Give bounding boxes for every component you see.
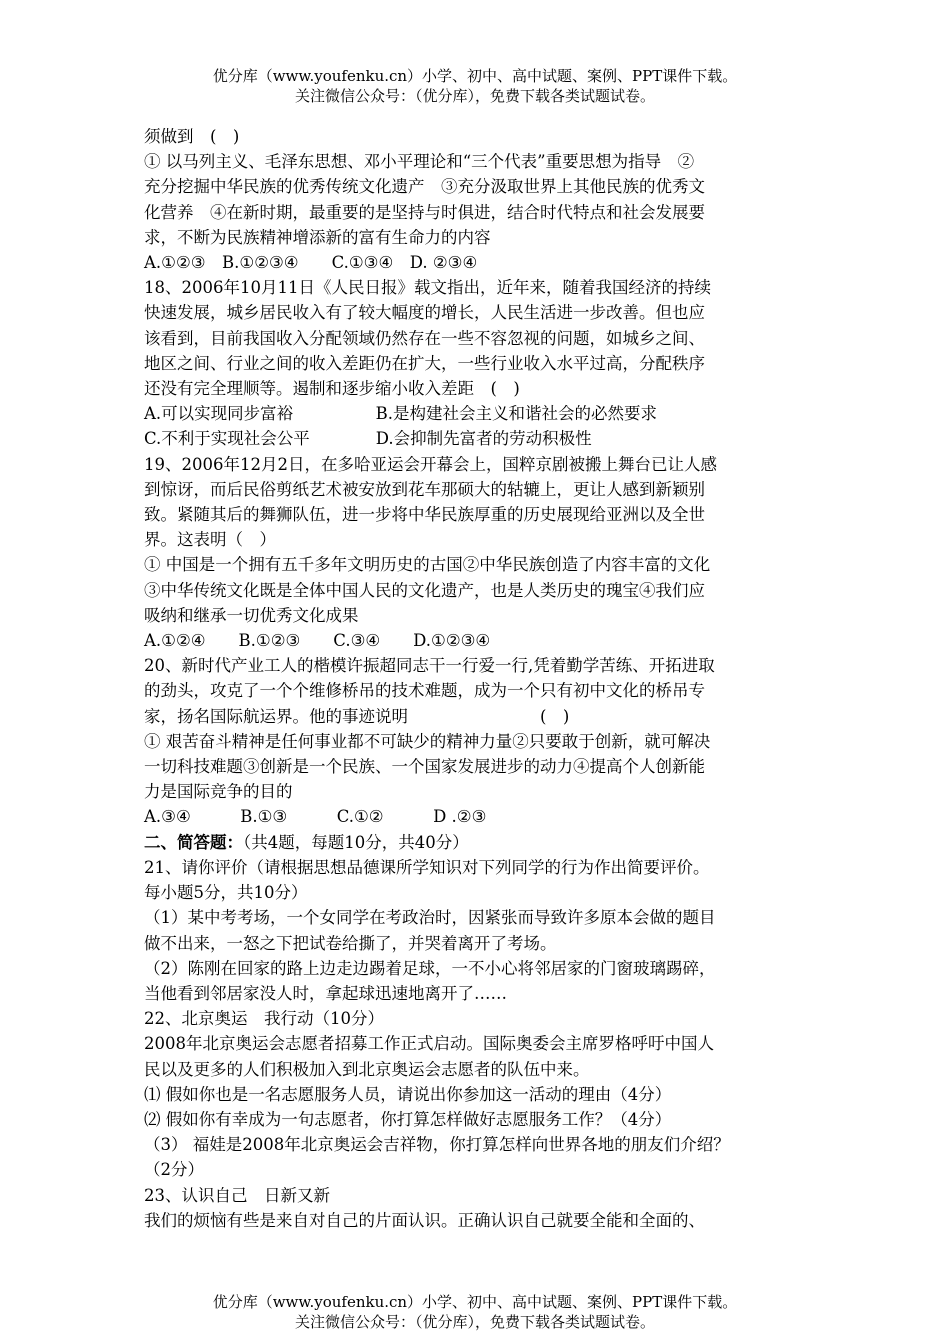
text-line: 21、请你评价（请根据思想品德课所学知识对下列同学的行为作出简要评价。	[144, 857, 710, 877]
footer-line-2: 关注微信公众号：（优分库），免费下载各类试题试卷。	[294, 1313, 655, 1331]
page-header	[0, 66, 950, 106]
page-footer	[0, 1292, 950, 1332]
text-line: 民以及更多的人们积极加入到北京奥运会志愿者的队伍中来。	[144, 1059, 590, 1079]
text-line: 力是国际竞争的目的	[144, 782, 293, 802]
text-line: 23、认识自己 日新又新	[144, 1185, 330, 1205]
text-line: 每小题5分，共10分）	[144, 883, 308, 903]
text-line: 一切科技难题③创新是一个民族、一个国家发展进步的动力④提高个人创新能	[144, 757, 705, 777]
text-line: 的劲头，攻克了一个个维修桥吊的技术难题，成为一个只有初中文化的桥吊专	[144, 681, 705, 701]
footer-line-1: 优分库（www.youfenku.cn）小学、初中、高中试题、案例、PPT课件下载。	[212, 1293, 738, 1311]
text-line: 充分挖掘中华民族的优秀传统文化遗产 ③充分汲取世界上其他民族的优秀文	[144, 177, 705, 197]
text-line: （2）陈刚在回家的路上边走边踢着足球，一不小心将邻居家的门窗玻璃踢碎，	[144, 958, 716, 978]
document-body	[144, 124, 814, 1233]
text-line: 22、北京奥运 我行动（10分）	[144, 1009, 384, 1029]
text-line: A.③④ B.①③ C.①② D .②③	[144, 807, 487, 827]
text-line: 19、2006年12月2日，在多哈亚运会开幕会上，国粹京剧被搬上舞台已让人感	[144, 454, 717, 474]
text-line: 吸纳和继承一切优秀文化成果	[144, 605, 359, 625]
section-heading: 二、简答题：	[144, 832, 243, 852]
text-line: ① 以马列主义、毛泽东思想、邓小平理论和“三个代表”重要思想为指导 ②	[144, 152, 695, 172]
header-line-2: 关注微信公众号：（优分库），免费下载各类试题试卷。	[294, 87, 655, 105]
text-line: A.可以实现同步富裕 B.是构建社会主义和谐社会的必然要求	[144, 404, 658, 424]
text-line: 该看到，目前我国收入分配领域仍然存在一些不容忽视的问题，如城乡之间、	[144, 328, 705, 348]
text-line: ③中华传统文化既是全体中国人民的文化遗产，也是人类历史的瑰宝④我们应	[144, 580, 705, 600]
text-line: 地区之间、行业之间的收入差距仍在扩大，一些行业收入水平过高，分配秩序	[144, 353, 705, 373]
text-line	[144, 830, 814, 855]
text-line: A.①②③ B.①②③④ C.①③④ D. ②③④	[144, 253, 478, 273]
text-line: 求，不断为民族精神增添新的富有生命力的内容	[144, 227, 491, 247]
text-line: 18、2006年10月11日《人民日报》载文指出，近年来，随着我国经济的持续	[144, 278, 711, 298]
text-line: 还没有完全理顺等。遏制和逐步缩小收入差距 ( )	[144, 379, 520, 399]
text-line: A.①②④ B.①②③ C.③④ D.①②③④	[144, 631, 491, 651]
text-line: 做不出来，一怒之下把试卷给撕了，并哭着离开了考场。	[144, 933, 557, 953]
header-line-1: 优分库（www.youfenku.cn）小学、初中、高中试题、案例、PPT课件下载。	[212, 67, 738, 85]
text-line: （2分）	[144, 1160, 204, 1180]
text-line: ⑵ 假如你有幸成为一句志愿者，你打算怎样做好志愿服务工作？（4分）	[144, 1109, 672, 1129]
text-line: 致。紧随其后的舞狮队伍，进一步将中华民族厚重的历史展现给亚洲以及全世	[144, 505, 705, 525]
section-note: （共4题，每题10分，共40分）	[243, 832, 469, 852]
text-line: 20、新时代产业工人的楷模许振超同志干一行爱一行,凭着勤学苦练、开拓进取	[144, 656, 715, 676]
text-line: （3） 福娃是2008年北京奥运会吉祥物，你打算怎样向世界各地的朋友们介绍？	[144, 1135, 730, 1155]
text-line: ⑴ 假如你也是一名志愿服务人员，请说出你参加这一活动的理由（4分）	[144, 1084, 672, 1104]
text-line: 须做到 ( )	[144, 127, 240, 146]
text-line: 当他看到邻居家没人时，拿起球迅速地离开了……	[144, 983, 507, 1003]
text-line: ① 中国是一个拥有五千多年文明历史的古国②中华民族创造了内容丰富的文化	[144, 555, 711, 575]
text-line: 到惊讶，而后民俗剪纸艺术被安放到花车那硕大的轱辘上，更让人感到新颖别	[144, 479, 705, 499]
text-line: C.不利于实现社会公平 D.会抑制先富者的劳动积极性	[144, 429, 592, 449]
text-line: 界。这表明（ ）	[144, 530, 276, 550]
text-line: 2008年北京奥运会志愿者招募工作正式启动。国际奥委会主席罗格呼吁中国人	[144, 1034, 714, 1054]
text-line: ① 艰苦奋斗精神是任何事业都不可缺少的精神力量②只要敢于创新，就可解决	[144, 731, 711, 751]
text-line: 快速发展，城乡居民收入有了较大幅度的增长，人民生活进一步改善。但也应	[144, 303, 705, 323]
text-line: （1）某中考考场，一个女同学在考政治时，因紧张而导致许多原本会做的题目	[144, 908, 716, 928]
text-line: 家，扬名国际航运界。他的事迹说明 ( )	[144, 706, 570, 726]
text-line: 我们的烦恼有些是来自对自己的片面认识。正确认识自己就要全能和全面的、	[144, 1210, 705, 1230]
text-line: 化营养 ④在新时期，最重要的是坚持与时俱进，结合时代特点和社会发展要	[144, 202, 705, 222]
